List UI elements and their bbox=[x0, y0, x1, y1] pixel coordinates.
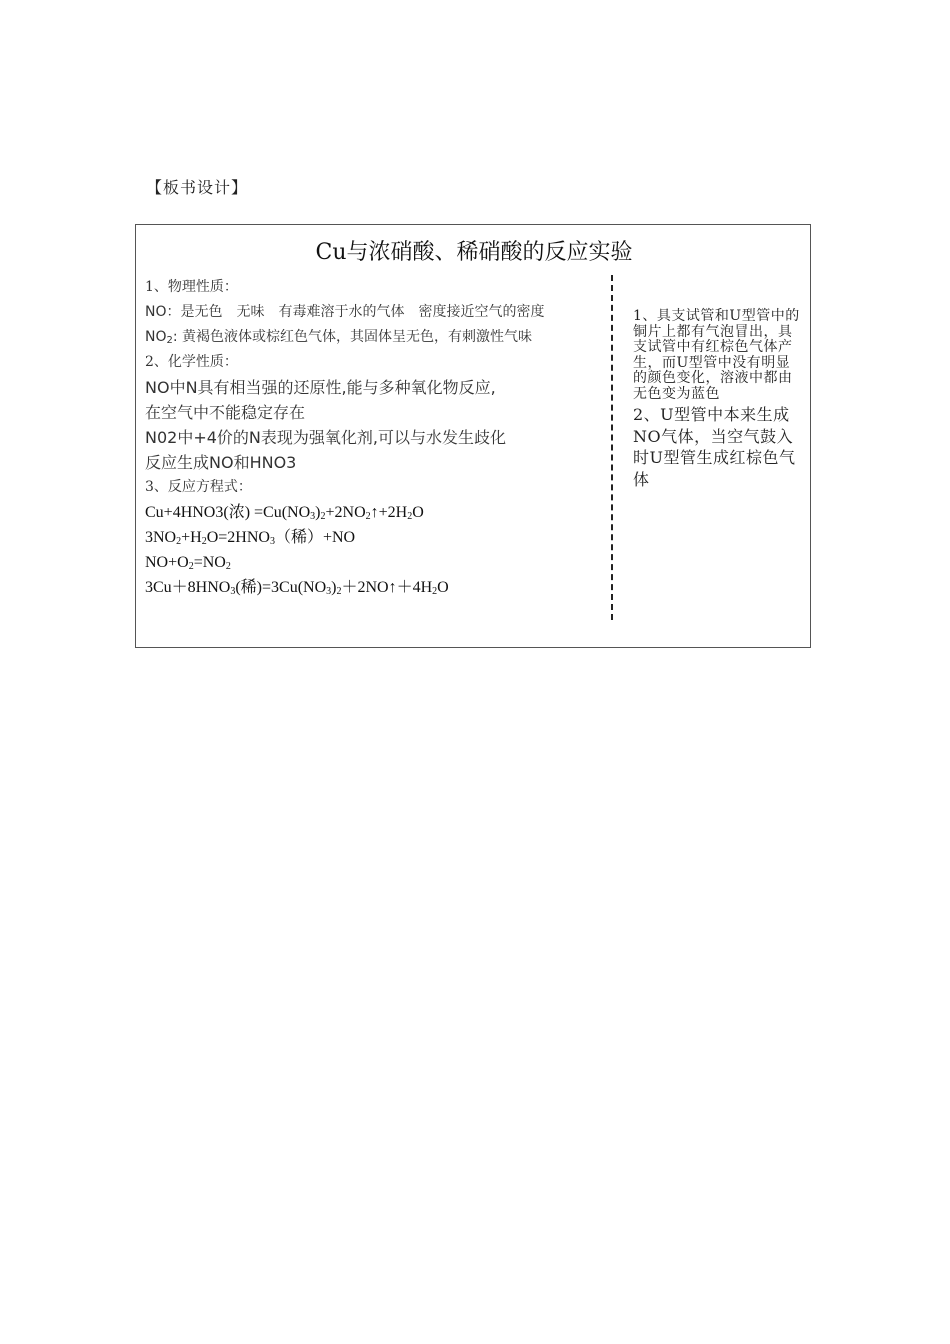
equation-1: Cu+4HNO3(浓) $=Cu(NO_3)_2+2NO_2↑+2H_2O$ bbox=[145, 504, 424, 522]
right-column bbox=[633, 309, 803, 490]
equation-2: $3NO_2+H_2O=2HNO_3$（稀）+NO bbox=[145, 529, 356, 547]
no2-physical-text: 黄褐色液体或棕红色气体，其固体呈无色，有刺激性气味 bbox=[182, 329, 533, 345]
chemical-heading: 2、化学性质： bbox=[145, 354, 238, 370]
chem-line-4: 反应生成NO和HNO3 bbox=[145, 453, 297, 472]
observation-2: 2、U型管中本来生成NO气体，当空气鼓入时U型管生成红棕色气体 bbox=[633, 405, 796, 489]
section-heading: 【板书设计】 bbox=[146, 178, 249, 197]
equation-heading: 3、反应方程式： bbox=[145, 479, 252, 495]
left-column bbox=[145, 275, 615, 600]
board-title: Cu与浓硝酸、稀硝酸的反应实验 bbox=[315, 240, 633, 265]
chem-line-2: 在空气中不能稳定存在 bbox=[145, 403, 306, 422]
no2-label: $NO_2$: bbox=[145, 329, 178, 346]
dashed-divider bbox=[611, 275, 613, 620]
no-physical-line bbox=[145, 300, 615, 325]
no-physical-text: 是无色 无味 有毒难溶于水的气体 密度接近空气的密度 bbox=[180, 304, 545, 320]
blackboard-design-box bbox=[135, 224, 811, 648]
no-label: NO： bbox=[145, 304, 181, 320]
observation-1: 1、具支试管和U型管中的铜片上都有气泡冒出，具支试管中有红棕色气体产生，而U型管中没有明显的颜色变化，溶液中都由无色变为蓝色 bbox=[633, 308, 800, 402]
equation-4: $3Cu+8HNO_3$(稀)$=3Cu(NO_3)_2+2NO↑+4H_2O$ bbox=[145, 579, 449, 597]
physical-heading: 1、物理性质： bbox=[145, 279, 238, 295]
equation-3: $NO+O_2=NO_2$ bbox=[145, 554, 231, 572]
chem-line-3: N02中+4价的N表现为强氧化剂,可以与水发生歧化 bbox=[145, 428, 506, 447]
chem-line-1: NO中N具有相当强的还原性,能与多种氧化物反应, bbox=[145, 378, 496, 397]
no2-physical-line bbox=[145, 325, 615, 350]
